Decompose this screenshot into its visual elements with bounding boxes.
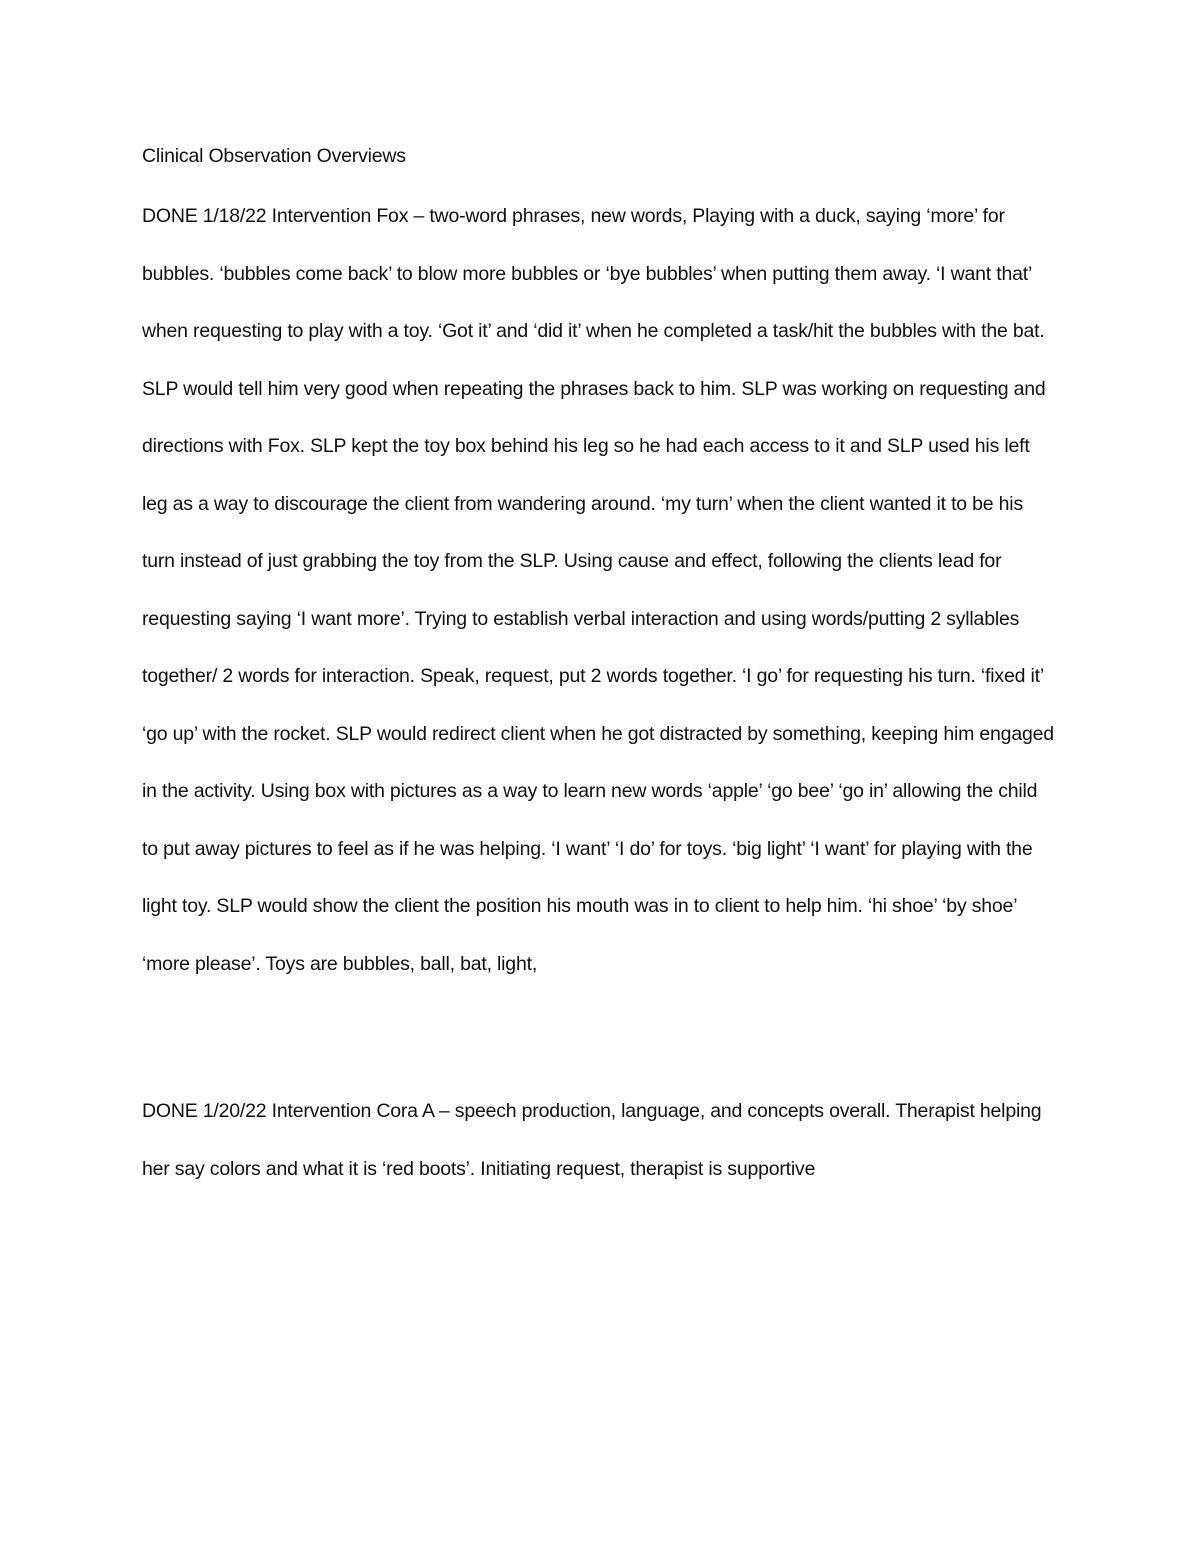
- document-title: Clinical Observation Overviews: [142, 145, 406, 167]
- observation-entry-cora: DONE 1/20/22 Intervention Cora A – speech production, language, and concepts overall. Therapist helping her say colors and what it is ‘red boots’. Initiating request, therapist is supportive: [142, 1100, 1042, 1180]
- observation-entry-fox: DONE 1/18/22 Intervention Fox – two-word phrases, new words, Playing with a duck, saying ‘more’ for bubbles. ‘bubbles come back’ to blow more bubbles or ‘bye bubbles’ when putting them away. ‘I want that’ when requesting to play with a toy. ‘Got it’ and ‘did it’ when he completed a task/hit the bubbles with the bat. SLP would tell him very good when repeating the phrases back to him. SLP was working on requesting and directions with Fox. SLP kept the toy box behind his leg so he had each access to it and SLP used his left leg as a way to discourage the client from wandering around. ‘my turn’ when the client wanted it to be his turn instead of just grabbing the toy from the SLP. Using cause and effect, following the clients lead for requesting saying ‘I want more’. Trying to establish verbal interaction and using words/putting 2 syllables together/ 2 words for interaction. Speak, request, put 2 words together. ‘I go’ for requesting his turn. ‘fixed it’ ‘go up’ with the rocket. SLP would redirect client when he got distracted by something, keeping him engaged in the activity. Using box with pictures as a way to learn new words ‘apple’ ‘go bee’ ‘go in’ allowing the child to put away pictures to feel as if he was helping. ‘I want’ ‘I do’ for toys. ‘big light’ ‘I want’ for playing with the light toy. SLP would show the client the position his mouth was in to client to help him. ‘hi shoe’ ‘by shoe’ ‘more please’. Toys are bubbles, ball, bat, light,: [142, 205, 1054, 975]
- document-body: [142, 140, 1058, 1198]
